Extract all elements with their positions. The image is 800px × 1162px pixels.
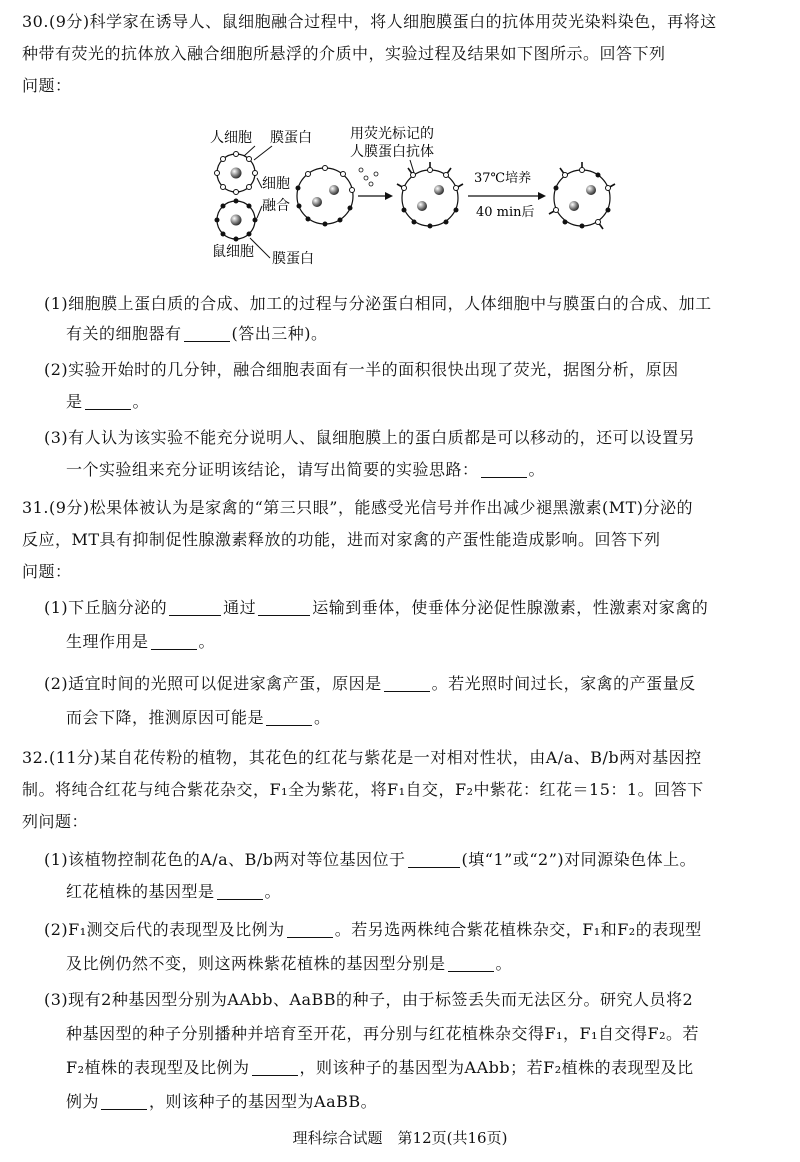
q32-sub1-text-a: (1)该植物控制花色的A/a、B/b两对等位基因位于 [44,850,406,869]
q32-sub3-text-f: ，则该种子的基因型为AaBB。 [149,1092,378,1111]
q31-sub1-text-b: 通过 [223,598,257,617]
q30-sub3-line2 [66,458,545,482]
q31-sub2-blank-1[interactable] [384,673,430,692]
fig-label-antibody-1: 用荧光标记的 [350,126,434,142]
final-cell [549,162,615,229]
q30-sub1-text-a: 有关的细胞器有 [66,324,182,343]
q32-sub1-text-c: 红花植株的基因型是 [66,882,215,901]
q31-sub2-blank-2[interactable] [266,707,312,726]
q30-sub3-text-b: 。 [528,460,546,479]
q31-sub2-line1 [44,672,696,696]
q30-sub3-text-a: 一个实验组来充分证明该结论，请写出简要的实验思路： [66,460,479,479]
q32-sub1-line1 [44,848,696,872]
fig-label-antibody-2: 人膜蛋白抗体 [350,144,434,160]
q31-sub1-blank-2[interactable] [258,597,310,616]
human-cell [215,152,258,195]
q32-sub1-blank-2[interactable] [217,881,263,900]
q30-sub1-line1: (1)细胞膜上蛋白质的合成、加工的过程与分泌蛋白相同，人体细胞中与膜蛋白的合成、加工 [44,294,712,313]
q31-sub2-text-b: 。若光照时间过长，家禽的产蛋量反 [431,674,696,693]
fig-label-fusion-1: 细胞 [262,176,290,192]
q32-sub1-blank-1[interactable] [408,849,460,868]
q31-sub1-text-e: 。 [198,632,216,651]
q30-stem-line1: 30.(9分)科学家在诱导人、鼠细胞融合过程中，将人细胞膜蛋白的抗体用荧光染料染色，再将这 [22,12,717,31]
fig-label-mouse-cell: 鼠细胞 [212,244,254,260]
q31-sub1-text-d: 生理作用是 [66,632,149,651]
q31-sub1-line1 [44,596,708,620]
q32-stem-line3: 列问题： [22,812,89,831]
q32-sub1-text-b: (填“1”或“2”)对同源染色体上。 [461,850,697,869]
free-antibodies [359,168,378,186]
q31-sub2-text-d: 。 [314,708,331,727]
fig-label-culture-time: 40 min后 [476,205,535,220]
q32-sub1-line2 [66,880,281,904]
q30-sub2-text-b: 。 [132,392,150,411]
q31-sub1-blank-1[interactable] [169,597,221,616]
q32-sub3-text-e: 例为 [66,1092,100,1111]
q31-sub2-text-c: 而会下降，推测原因可能是 [66,708,265,727]
q32-sub2-text-b: 。若另选两株纯合紫花植株杂交，F₁和F₂的表现型 [334,920,702,939]
q31-sub2-text-a: (2)适宜时间的光照可以促进家禽产蛋，原因是 [44,674,382,693]
fig-label-human-cell: 人细胞 [210,130,252,146]
q32-stem-line2: 制。将纯合红花与纯合紫花杂交，F₁全为紫花，将F₁自交，F₂中紫花：红花＝15：1。回答下 [22,780,704,799]
q31-stem-line2: 反应，MT具有抑制促性腺激素释放的功能，进而对家禽的产蛋性能造成影响。回答下列 [22,530,661,549]
q32-sub2-blank-1[interactable] [287,919,333,938]
q30-sub3-blank[interactable] [481,459,527,478]
labeled-fused-cell [397,162,463,229]
page-footer: 理科综合试题 第12页(共16页) [292,1129,508,1147]
q32-sub2-line1 [44,918,702,942]
cell-fusion-figure [200,118,620,278]
q31-sub1-text-c: 运输到垂体，使垂体分泌促性腺激素，性激素对家禽的 [312,598,709,617]
q30-sub2-line1: (2)实验开始时的几分钟，融合细胞表面有一半的面积很快出现了荧光，据图分析，原因 [44,360,679,379]
fig-label-membrane-protein-bottom: 膜蛋白 [272,251,314,267]
q31-sub1-text-a: (1)下丘脑分泌的 [44,598,168,617]
mouse-cell [215,199,258,242]
q31-sub1-blank-3[interactable] [151,631,197,650]
q32-sub3-text-c: F₂植株的表现型及比例为 [66,1058,250,1077]
q32-sub3-blank-1[interactable] [252,1057,298,1076]
fused-cell [296,166,355,227]
q32-sub2-blank-2[interactable] [448,953,494,972]
q32-sub2-line2 [66,952,512,976]
q31-stem-line1: 31.(9分)松果体被认为是家禽的“第三只眼”，能感受光信号并作出减少褪黑激素(MT)分泌的 [22,498,694,517]
q30-sub2-blank[interactable] [85,391,131,410]
fig-label-culture-temp: 37℃培养 [474,171,532,186]
q32-sub3-line4 [66,1090,377,1114]
q30-stem-line3: 问题： [22,76,72,95]
fig-label-membrane-protein-top: 膜蛋白 [270,130,312,146]
q30-sub1-text-b: (答出三种)。 [231,324,328,343]
q31-sub1-line2 [66,630,215,654]
q30-sub2-text-a: 是 [66,392,83,411]
q32-sub2-text-a: (2)F₁测交后代的表现型及比例为 [44,920,285,939]
q32-sub3-line3 [66,1056,694,1080]
q32-sub3-line2: 种基因型的种子分别播种并培育至开花，再分别与红花植株杂交得F₁，F₁自交得F₂。若 [66,1024,700,1043]
q30-sub2-line2 [66,390,149,414]
q32-sub3-line1: (3)现有2种基因型分别为AAbb、AaBB的种子，由于标签丢失而无法区分。研究人员将2 [44,990,694,1009]
q31-sub2-line2 [66,706,331,730]
q32-sub3-blank-2[interactable] [101,1091,147,1110]
q30-sub1-blank[interactable] [184,323,230,342]
q32-sub2-text-d: 。 [495,954,513,973]
q32-stem-line1: 32.(11分)某自花传粉的植物，其花色的红花与紫花是一对相对性状，由A/a、B/b两对基因控 [22,748,702,767]
q31-stem-line3: 问题： [22,562,72,581]
q30-sub3-line1: (3)有人认为该实验不能充分说明人、鼠细胞膜上的蛋白质都是可以移动的，还可以设置另 [44,428,696,447]
q32-sub1-text-d: 。 [264,882,282,901]
q32-sub3-text-d: ，则该种子的基因型为AAbb；若F₂植株的表现型及比 [299,1058,694,1077]
q30-stem-line2: 种带有荧光的抗体放入融合细胞所悬浮的介质中，实验过程及结果如下图所示。回答下列 [22,44,666,63]
fig-label-fusion-2: 融合 [262,198,290,214]
q30-sub1-line2 [66,322,328,346]
q32-sub2-text-c: 及比例仍然不变，则这两株紫花植株的基因型分别是 [66,954,446,973]
